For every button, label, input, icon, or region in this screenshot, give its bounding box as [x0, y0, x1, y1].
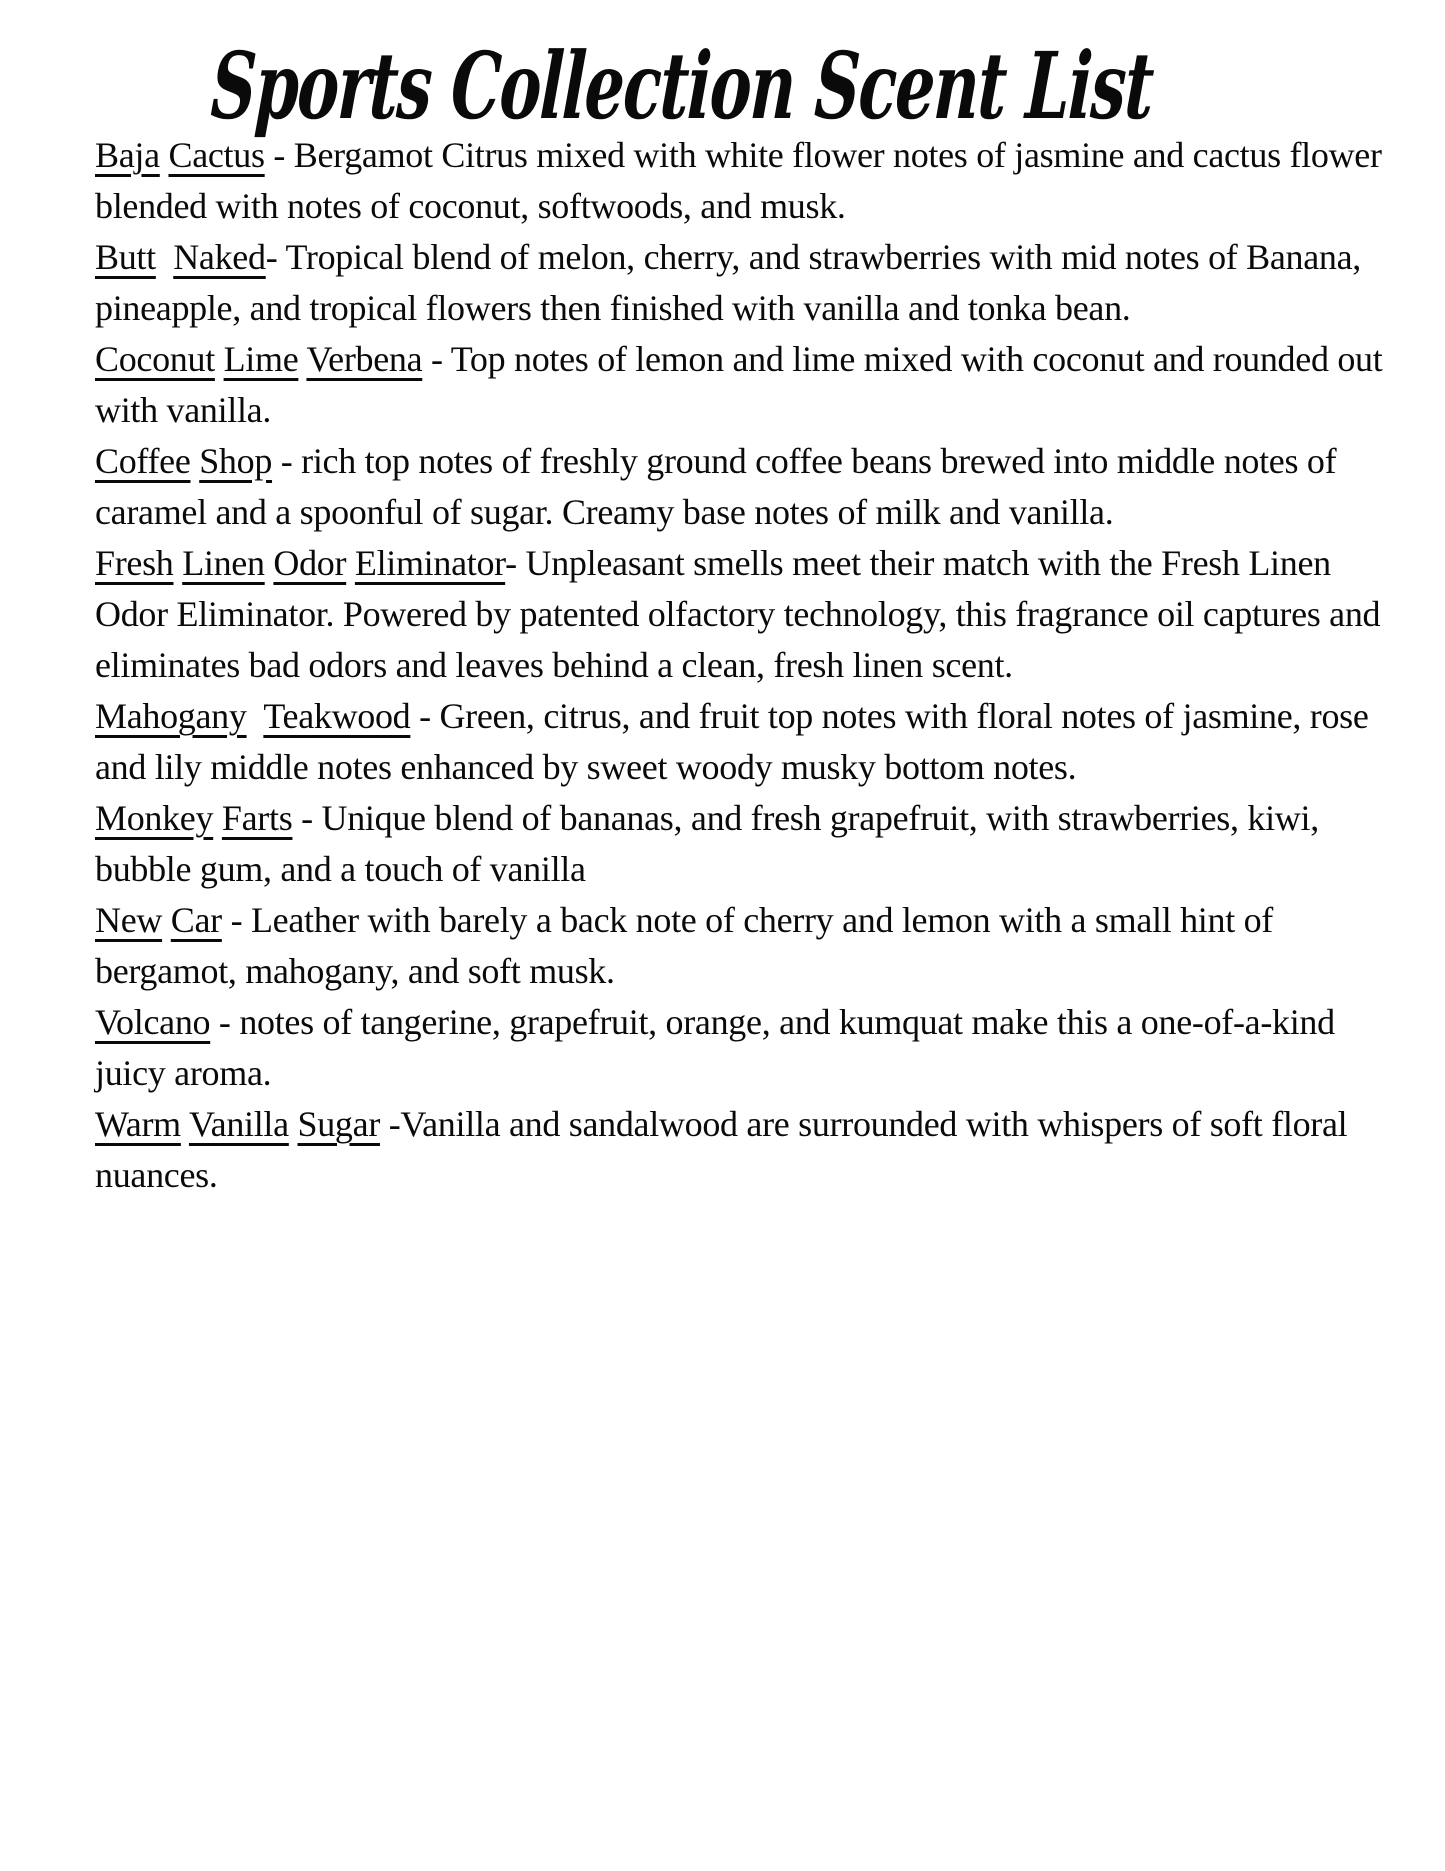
- scent-name: Coconut Lime Verbena: [95, 339, 423, 379]
- scent-description: notes of tangerine, grapefruit, orange, and kumquat make this a one-of-a-kind juicy aroma.: [95, 1002, 1335, 1093]
- scent-separator: -: [210, 1002, 240, 1042]
- scent-separator: -: [422, 339, 451, 379]
- scent-name: Volcano: [95, 1002, 211, 1042]
- scent-name: Fresh Linen Odor Eliminator: [95, 543, 506, 583]
- scent-name: New Car: [95, 900, 222, 940]
- page-title: Sports Collection Scent List: [209, 32, 1156, 140]
- scent-description: Vanilla and sandalwood are surrounded with whispers of soft floral nuances.: [95, 1104, 1348, 1195]
- scent-name: Warm Vanilla Sugar: [95, 1104, 381, 1144]
- scent-entry-mahogany-teakwood: [95, 691, 1387, 793]
- scent-description: Unique blend of bananas, and fresh grapefruit, with strawberries, kiwi, bubble gum, and a touch of vanilla: [95, 798, 1319, 889]
- scent-separator: -: [265, 237, 286, 277]
- scent-name: Baja Cactus: [95, 135, 265, 175]
- scent-separator: -: [292, 798, 322, 838]
- scent-list: [0, 128, 1445, 1201]
- scent-entry-volcano: [95, 997, 1387, 1099]
- scent-separator: -: [264, 135, 294, 175]
- scent-description: rich top notes of freshly ground coffee beans brewed into middle notes of caramel and a spoonful of sugar. Creamy base notes of milk and vanilla.: [95, 441, 1337, 532]
- scent-entry-warm-vanilla-sugar: [95, 1099, 1387, 1201]
- scent-description: Top notes of lemon and lime mixed with coconut and rounded out with vanilla.: [95, 339, 1383, 430]
- scent-separator: -: [410, 696, 440, 736]
- scent-entry-coconut-lime-verbena: [95, 334, 1387, 436]
- scent-entry-baja-cactus: [95, 130, 1387, 232]
- scent-description: Tropical blend of melon, cherry, and strawberries with mid notes of Banana, pineapple, and tropical flowers then finished with vanilla and tonka bean.: [95, 237, 1362, 328]
- scent-entry-new-car: [95, 895, 1387, 997]
- scent-entry-monkey-farts: [95, 793, 1387, 895]
- scent-entry-fresh-linen-odor-eliminator: [95, 538, 1387, 691]
- scent-separator: -: [505, 543, 526, 583]
- scent-name: Butt Naked: [95, 237, 266, 277]
- scent-entry-butt-naked: [95, 232, 1387, 334]
- scent-description: Unpleasant smells meet their match with the Fresh Linen Odor Eliminator. Powered by patented olfactory technology, this fragrance oil captures and eliminates bad odors and leaves behind a clean, fresh linen scent.: [95, 543, 1381, 685]
- scent-separator: -: [272, 441, 302, 481]
- title-area: [0, 0, 1445, 140]
- scent-name: Coffee Shop: [95, 441, 273, 481]
- scent-entry-coffee-shop: [95, 436, 1387, 538]
- scent-separator: -: [380, 1104, 401, 1144]
- scent-description: Green, citrus, and fruit top notes with floral notes of jasmine, rose and lily middle notes enhanced by sweet woody musky bottom notes.: [95, 696, 1369, 787]
- scent-description: Bergamot Citrus mixed with white flower notes of jasmine and cactus flower blended with notes of coconut, softwoods, and musk.: [95, 135, 1382, 226]
- scent-name: Monkey Farts: [95, 798, 293, 838]
- scent-description: Leather with barely a back note of cherry and lemon with a small hint of bergamot, mahogany, and soft musk.: [95, 900, 1274, 991]
- scent-name: Mahogany Teakwood: [95, 696, 411, 736]
- scent-separator: -: [221, 900, 251, 940]
